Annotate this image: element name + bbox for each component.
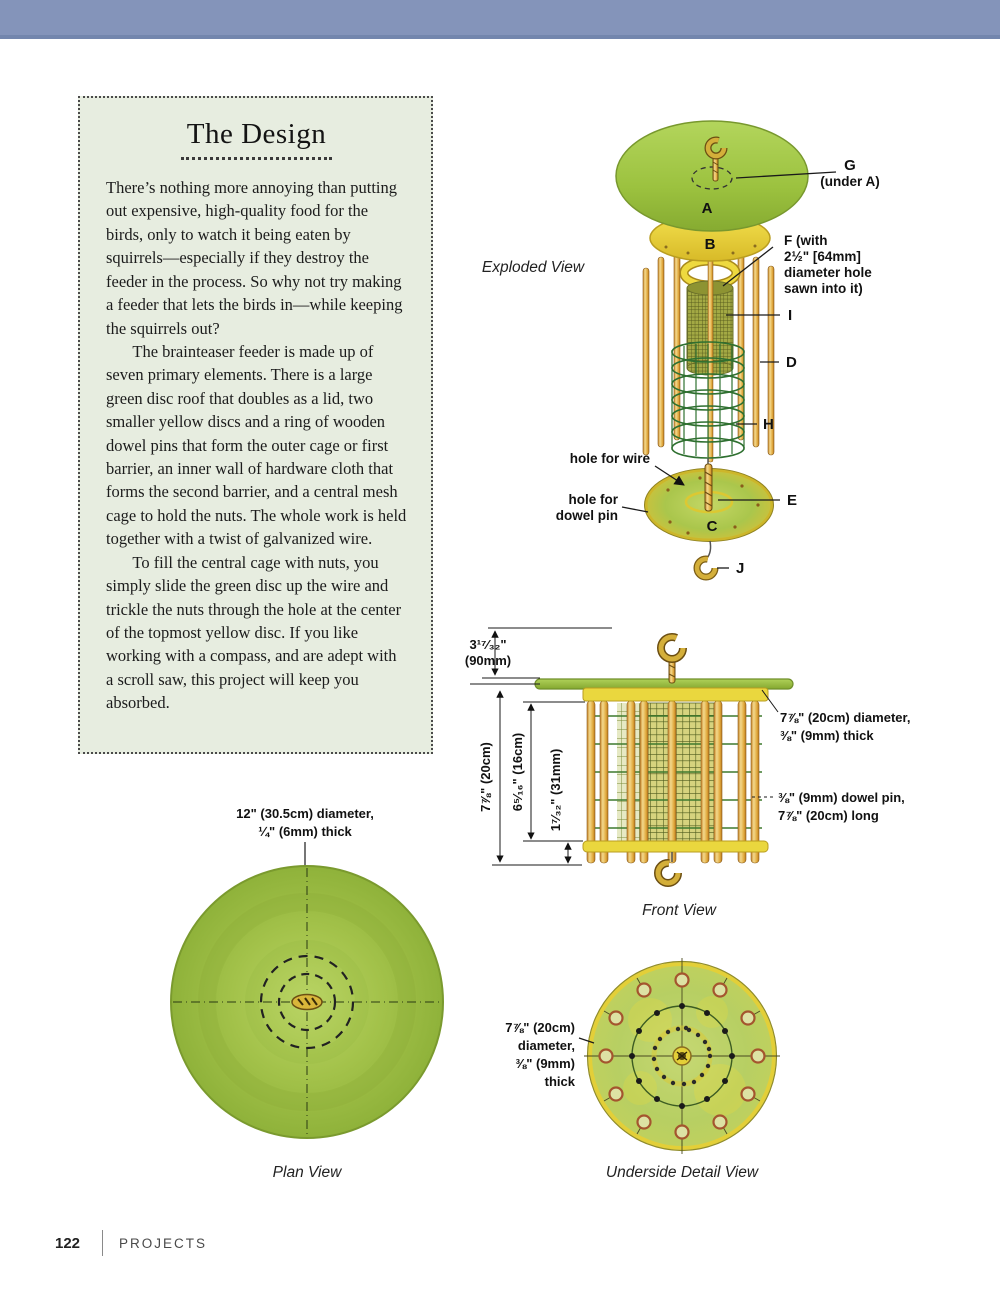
label-dowel-size-2: 7⅞" (20cm) long (778, 808, 879, 823)
label-d: D (786, 354, 797, 371)
underside-label-1: 7⅞" (20cm) (505, 1020, 575, 1035)
label-i: I (788, 307, 793, 324)
dim-total-height: 7⅞" (20cm) (478, 742, 493, 812)
label-hole-for-wire: hole for wire (569, 451, 650, 466)
label-hole-for-dowel-1: hole for (568, 492, 618, 507)
underside-label-3: ⅜" (9mm) (515, 1056, 575, 1071)
label-e: E (787, 492, 798, 509)
underside-label-4: thick (544, 1074, 575, 1089)
design-paragraph-3: To fill the central cage with nuts, you simply slide the green disc up the wire and trickle the nuts through the hole at the center of the topmost yellow disc. If you like working with a compass, and are adept with a scroll saw, this project will keep you absorbed. (106, 552, 402, 713)
front-view-diagram (440, 615, 1000, 930)
top-hook-front (661, 637, 683, 683)
bottom-yellow-disc-front (583, 841, 768, 852)
label-a: A (701, 200, 713, 217)
label-f-line1: F (with (784, 233, 828, 248)
exploded-view-diagram (440, 100, 1000, 610)
label-f-line4: sawn into it) (784, 281, 863, 296)
label-b: B (704, 236, 716, 253)
label-j: J (736, 560, 745, 577)
hardware-cloth-cylinder (672, 342, 744, 458)
dim-hook-height-mm: (90mm) (464, 653, 512, 668)
dim-hook-height-in: 3¹⁷⁄₃₂" (469, 637, 507, 652)
page-number: 122 (55, 1234, 81, 1252)
section-label: PROJECTS (119, 1235, 208, 1251)
center-wire-knot (292, 995, 322, 1010)
label-hole-for-dowel-2: dowel pin (555, 508, 618, 523)
underside-view-diagram (480, 940, 800, 1190)
label-disc-size-2: ⅜" (9mm) thick (780, 728, 874, 743)
underside-view-caption: Underside Detail View (605, 1164, 759, 1181)
top-yellow-disc-front (583, 688, 768, 701)
plan-view-diagram (130, 795, 490, 1190)
underside-label-2: diameter, (517, 1038, 575, 1053)
design-paragraph-2: The brainteaser feeder is made up of seven primary elements. There is a large green disc roof that doubles as a lid, two smaller yellow discs and a ring of wooden dowel pins that form the outer cage or first barrier, an inner wall of hardware cloth that forms the second barrier, and a central mesh cage to hold the nuts. The whole work is held together with a twist of galvanized wire. (106, 341, 407, 549)
design-paragraph-1: There’s nothing more annoying than putting out expensive, high-quality food for the birds, only to watch it being eaten by squirrels—especially if they destroy the feeder in the process. So why not try making a feeder that lets the birds in—while keeping the squirrels out? (106, 178, 403, 338)
bottom-hook-j (697, 541, 715, 577)
center-dowel-rod (708, 256, 713, 462)
dowel-pins-front (587, 701, 759, 863)
exploded-view-caption: Exploded View (481, 259, 585, 276)
footer-divider (102, 1230, 103, 1256)
page-footer (55, 1230, 207, 1256)
label-g-sub: (under A) (820, 174, 880, 189)
label-f-line2: 2½" [64mm] (784, 249, 861, 264)
design-box-title: The Design (181, 118, 333, 160)
dim-cage-height: 6⁵⁄₁₆" (16cm) (510, 732, 525, 812)
plan-label-line1: 12" (30.5cm) diameter, (236, 806, 374, 821)
label-disc-size-1: 7⅞" (20cm) diameter, (780, 710, 911, 725)
center-wire-hole (673, 1047, 691, 1065)
front-view-caption: Front View (642, 902, 716, 919)
top-banner-bar (0, 0, 1000, 39)
plan-label-line2: ¼" (6mm) thick (258, 824, 352, 839)
label-h: H (763, 416, 774, 433)
label-g: G (844, 157, 856, 174)
label-dowel-size-1: ⅜" (9mm) dowel pin, (778, 790, 905, 805)
label-f-line3: diameter hole (784, 265, 872, 280)
dim-bottom-gap: 1⁷⁄₃₂" (31mm) (548, 748, 563, 832)
plan-view-caption: Plan View (272, 1164, 342, 1181)
twisted-wire-through-disc (705, 464, 712, 511)
design-sidebar-box (78, 96, 433, 754)
label-c: C (706, 518, 718, 535)
